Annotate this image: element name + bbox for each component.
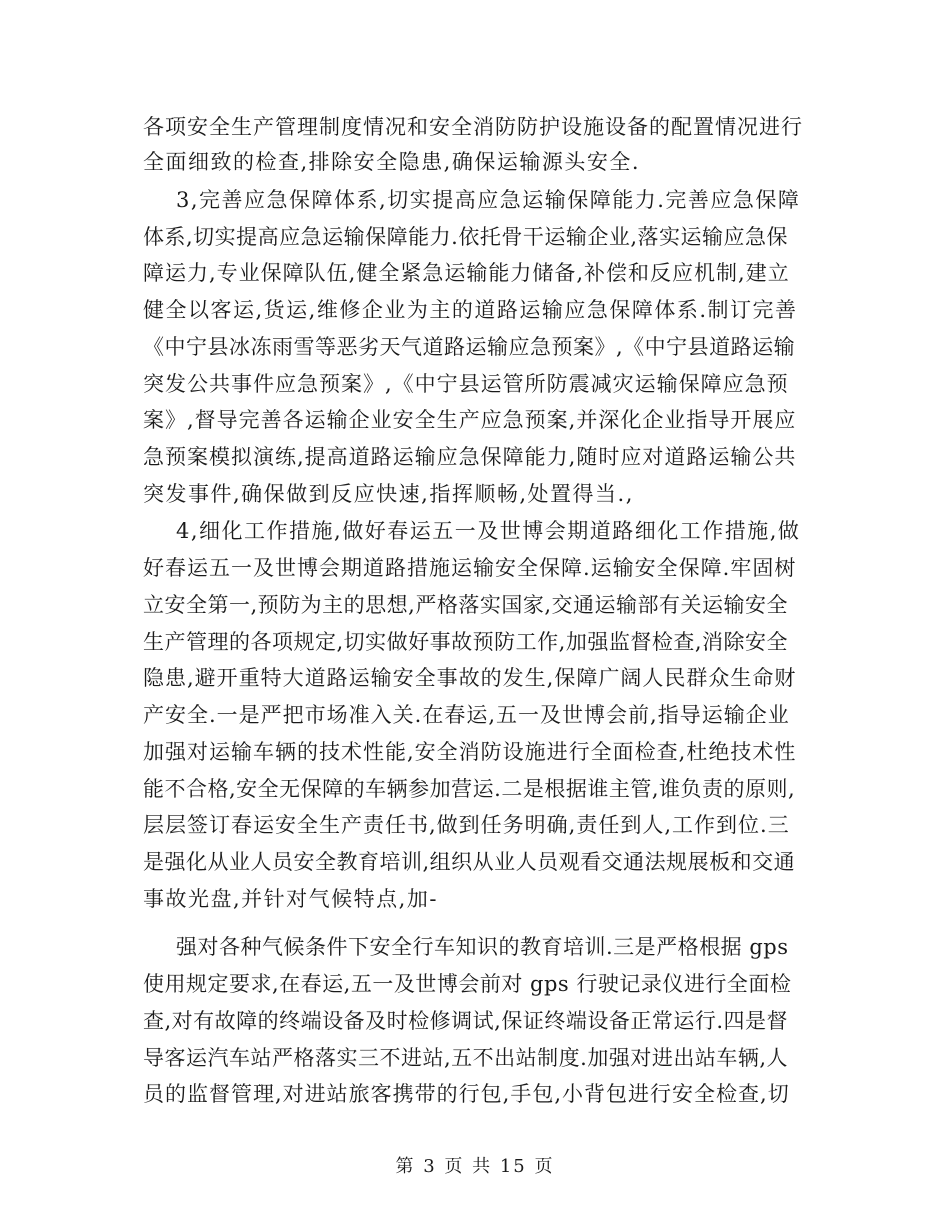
text-line: 健全以客运,货运,维修企业为主的道路运输应急保障体系.制订完善	[143, 298, 798, 322]
text-line: 3,完善应急保障体系,切实提高应急运输保障能力.完善应急保障	[176, 188, 801, 212]
text-line: 查,对有故障的终端设备及时检修调试,保证终端设备正常运行.四是督	[143, 1009, 789, 1033]
text-line: 急预案模拟演练,提高道路运输应急保障能力,随时应对道路运输公共	[143, 445, 797, 469]
page-number: 第 3 页 共 15 页	[395, 1156, 555, 1177]
text-line: 使用规定要求,在春运,五一及世博会前对 gps 行驶记录仪进行全面检	[143, 972, 792, 996]
text-line: 案》,督导完善各运输企业安全生产应急预案,并深化企业指导开展应	[143, 408, 797, 432]
text-line: 加强对运输车辆的技术性能,安全消防设施进行全面检查,杜绝技术性	[143, 740, 797, 764]
text-line: 生产管理的各项规定,切实做好事故预防工作,加强监督检查,消除安全	[143, 630, 789, 654]
text-line: 全面细致的检查,排除安全隐患,确保运输源头安全.	[143, 150, 641, 174]
text-line: 各项安全生产管理制度情况和安全消防防护设施设备的配置情况进行	[143, 115, 803, 139]
text-line: 突发公共事件应急预案》,《中宁县运管所防震减灾运输保障应急预	[143, 372, 789, 396]
text-line: 4,细化工作措施,做好春运五一及世博会期道路细化工作措施,做	[176, 519, 801, 543]
text-line: 层层签订春运安全生产责任书,做到任务明确,责任到人,工作到位.三	[143, 813, 790, 837]
text-line: 好春运五一及世博会期道路措施运输安全保障.运输安全保障.牢固树	[143, 556, 797, 580]
text-line: 导客运汽车站严格落实三不进站,五不出站制度.加强对进出站车辆,人	[143, 1046, 789, 1070]
text-line: 员的监督管理,对进站旅客携带的行包,手包,小背包进行安全检查,切	[143, 1082, 790, 1106]
text-line: 产安全.一是严把市场准入关.在春运,五一及世博会前,指导运输企业	[143, 703, 790, 727]
text-line: 突发事件,确保做到反应快速,指挥顺畅,处置得当.,	[143, 482, 634, 506]
text-line: 事故光盘,并针对气候特点,加-	[143, 887, 438, 911]
text-line: 是强化从业人员安全教育培训,组织从业人员观看交通法规展板和交通	[143, 850, 796, 874]
text-line: 立安全第一,预防为主的思想,严格落实国家,交通运输部有关运输安全	[143, 593, 789, 617]
text-line: 强对各种气候条件下安全行车知识的教育培训.三是严格根据 gps	[176, 935, 789, 959]
text-line: 隐患,避开重特大道路运输安全事故的发生,保障广阔人民群众生命财	[143, 666, 797, 690]
text-line: 能不合格,安全无保障的车辆参加营运.二是根据谁主管,谁负责的原则,	[143, 777, 796, 801]
text-line: 障运力,专业保障队伍,健全紧急运输能力储备,补偿和反应机制,建立	[143, 261, 790, 285]
text-line: 体系,切实提高应急运输保障能力.依托骨干运输企业,落实运输应急保	[143, 225, 789, 249]
text-line: 《中宁县冰冻雨雪等恶劣天气道路运输应急预案》,《中宁县道路运输	[143, 335, 796, 359]
